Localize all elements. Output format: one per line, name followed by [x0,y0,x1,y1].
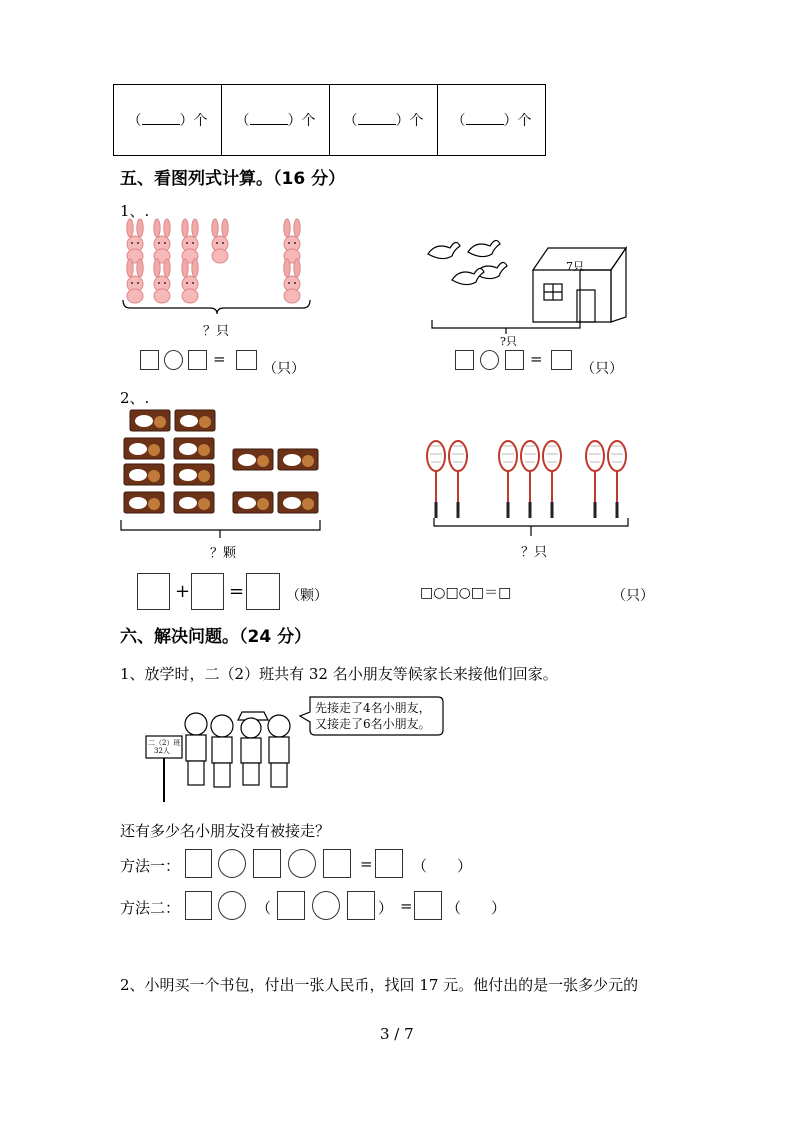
answer-box[interactable] [347,891,375,920]
answer-box[interactable] [505,350,524,370]
unit-answer-paren[interactable]: （ ） [446,899,507,917]
rackets-figure [420,436,635,546]
answer-box[interactable] [236,350,257,370]
unit-answer-paren[interactable]: （ ） [412,857,473,875]
birds-total-label: ?只 [500,335,517,348]
operator-circle[interactable] [164,350,183,370]
answer-box[interactable] [323,849,351,878]
sign-line-2: 32人 [154,747,170,755]
answer-table [113,84,546,156]
answer-box[interactable] [185,849,212,878]
rabbit-icon [127,259,300,303]
chocolate-total-label: ？颗 [210,546,237,561]
unit-label: （只） [612,588,654,604]
operator-circle[interactable] [218,891,246,920]
sign-line-1: 二（2）班 [148,739,181,747]
answer-box[interactable] [137,573,170,610]
chocolates-figure [118,406,328,546]
child-icon [185,712,290,787]
q1-label: 1、. [120,202,150,220]
answer-box[interactable] [246,573,280,610]
operator-circle[interactable] [480,350,499,370]
racket-icon [427,441,626,518]
method2-label: 方法二： [120,899,181,917]
speech-line-1: 先接走了4名小朋友， [315,701,431,715]
q2-label: 2、. [120,389,150,407]
class-sign [148,739,180,755]
answer-box[interactable] [277,891,305,920]
unit-label: （颗） [286,588,328,604]
operator-circle[interactable] [288,849,316,878]
answer-box[interactable] [253,849,281,878]
answer-cell-1[interactable]: （ ）个 [114,85,222,156]
section5-title: 五、看图列式计算。（16 分） [120,169,346,189]
answer-box[interactable] [455,350,474,370]
open-paren: （ [256,899,272,917]
problem1-text: 1、放学时，二（2）班共有 32 名小朋友等候家长来接他们回家。 [120,665,558,683]
rabbit-icon [127,219,300,263]
close-paren: ） [378,899,394,917]
equals-sign: = [400,897,413,915]
plus-sign: + [175,581,191,602]
page-number: 3 / 7 [380,1025,414,1043]
equals-sign: = [213,350,226,368]
section6-title: 六、解决问题。（24 分） [120,627,312,647]
answer-cell-2[interactable]: （ ）个 [222,85,330,156]
rabbits-total-label: ？只 [203,324,230,339]
answer-box[interactable] [191,573,224,610]
question-text: 还有多少名小朋友没有被接走？ [120,822,331,840]
answer-box[interactable] [375,849,403,878]
rackets-total-label: ？只 [521,545,548,560]
rackets-formula[interactable]: □○□○□＝□ [420,585,512,601]
bird-icon [428,240,507,284]
speech-line-2: 又接走了6名小朋友。 [315,717,431,731]
speech-text [315,700,431,732]
chocolate-icon [124,410,318,513]
equals-sign: = [229,581,245,602]
unit-label: （只） [581,361,623,377]
answer-box[interactable] [414,891,442,920]
answer-box[interactable] [551,350,572,370]
method1-label: 方法一： [120,857,181,875]
unit-label: （只） [263,361,305,377]
house-label: 7只 [566,260,584,273]
operator-circle[interactable] [312,891,340,920]
equals-sign: = [530,350,543,368]
answer-cell-3[interactable]: （ ）个 [330,85,438,156]
problem2-text: 2、小明买一个书包，付出一张人民币，找回 17 元。他付出的是一张多少元的 [120,976,639,994]
equals-sign: = [360,855,373,873]
answer-box[interactable] [185,891,212,920]
answer-box[interactable] [188,350,207,370]
answer-box[interactable] [140,350,159,370]
birds-house-figure [420,232,630,352]
operator-circle[interactable] [218,849,246,878]
answer-cell-4[interactable]: （ ）个 [438,85,546,156]
